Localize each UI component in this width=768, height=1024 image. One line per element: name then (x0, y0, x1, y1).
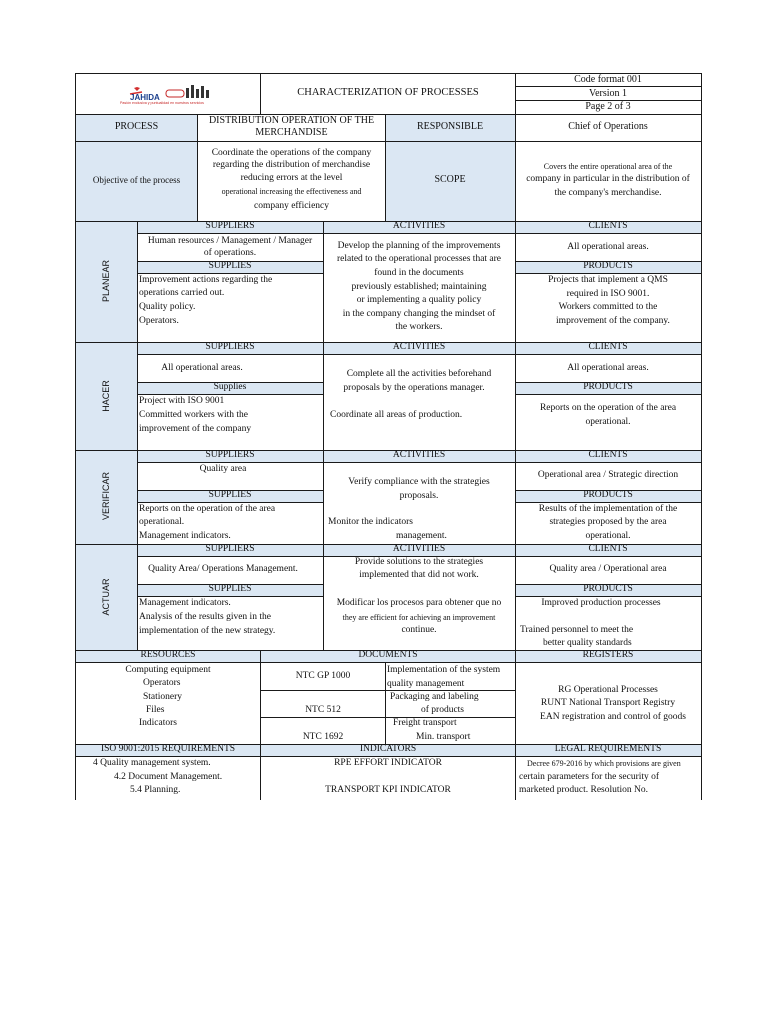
actuar-products-3: better quality standards (543, 638, 632, 648)
actuar-activities-2: implemented that did not work. (359, 570, 479, 580)
document-title: CHARACTERIZATION OF PROCESSES (297, 87, 479, 98)
actuar-activities-5: continue. (401, 625, 437, 635)
indicators-header: INDICATORS (359, 744, 417, 754)
verificar-activities-3: Monitor the indicators (328, 517, 413, 527)
hacer-products-1: Reports on the operation of the area (539, 403, 677, 413)
register-item: EAN registration and control of goods (540, 712, 686, 722)
objective-line-1: Coordinate the operations of the company (211, 148, 372, 158)
suppliers-header: SUPPLIERS (205, 342, 255, 352)
scope-line-1: Covers the entire operational area of the (543, 162, 673, 171)
responsible-value: Chief of Operations (568, 121, 648, 132)
activities-header: ACTIVITIES (392, 544, 446, 554)
actuar-suppliers: Quality Area/ Operations Management. (148, 564, 298, 574)
document-code: NTC 1692 (302, 732, 344, 742)
documents-header: DOCUMENTS (358, 650, 418, 660)
supplies-header-alt: Supplies (213, 382, 247, 392)
resource-item: Operators (143, 678, 181, 688)
hacer-activities-1: Complete all the activities beforehand (346, 369, 492, 379)
iso-item: 4.2 Document Management. (114, 772, 223, 782)
resource-item: Indicators (139, 718, 177, 728)
planear-products-4: improvement of the company. (556, 316, 670, 326)
verificar-products-2: strategies proposed by the area (549, 517, 667, 527)
hacer-clients: All operational areas. (567, 363, 649, 373)
planear-supplies-3: Quality policy. (139, 302, 196, 312)
hacer-activities-2: proposals by the operations manager. (343, 383, 485, 393)
suppliers-header: SUPPLIERS (205, 450, 255, 460)
planear-products-3: Workers committed to the (558, 302, 658, 312)
actuar-activities-3: Modificar los procesos para obtener que no (336, 598, 502, 608)
verificar-activities-2: proposals. (399, 491, 439, 501)
logo-tagline: Pasión exclusiva y puntualidad en nuestros servicios (120, 101, 204, 105)
products-header: PRODUCTS (583, 261, 633, 271)
activities-header: ACTIVITIES (392, 342, 446, 352)
phase-label-actuar: ACTUAR (101, 578, 111, 616)
suppliers-header: SUPPLIERS (205, 544, 255, 554)
legal-header: LEGAL REQUIREMENTS (554, 744, 662, 754)
resource-item: Stationery (143, 692, 183, 702)
page-number: Page 2 of 3 (585, 101, 631, 112)
activities-header: ACTIVITIES (392, 221, 446, 231)
objective-line-5: company efficiency (254, 201, 329, 211)
actuar-activities-4: they are efficient for achieving an improvement (342, 613, 496, 622)
document-desc: Min. transport (416, 732, 471, 742)
hacer-activities-3: Coordinate all areas of production. (330, 410, 463, 420)
actuar-supplies-1: Management indicators. (139, 598, 231, 608)
objective-line-2: regarding the distribution of merchandise (212, 160, 371, 170)
verificar-activities-4: management. (396, 531, 447, 541)
process-label-text: PROCESS (114, 121, 159, 132)
supplies-header: SUPPLIES (208, 490, 252, 500)
phase-label-hacer: HACER (101, 380, 111, 412)
supplies-header: SUPPLIES (208, 584, 252, 594)
hacer-suppliers: All operational areas. (161, 363, 243, 373)
planear-supplies-1: Improvement actions regarding the (139, 275, 273, 285)
clients-header: CLIENTS (588, 450, 628, 460)
planear-activities-3: found in the documents (374, 268, 464, 278)
iso-header: ISO 9001:2015 REQUIREMENTS (100, 744, 236, 754)
verificar-supplies-3: Management indicators. (139, 531, 231, 541)
resource-item: Computing equipment (125, 665, 211, 675)
clients-header: CLIENTS (588, 221, 628, 231)
register-item: RG Operational Processes (558, 685, 658, 695)
suppliers-header: SUPPLIERS (205, 221, 255, 231)
legal-item: certain parameters for the security of (519, 772, 660, 782)
objective-label: Objective of the process (92, 175, 181, 185)
document-desc: Implementation of the system (387, 665, 501, 675)
hacer-supplies-3: improvement of the company (139, 424, 252, 434)
legal-item: Decree 679-2016 by which provisions are given (527, 759, 681, 768)
resources-header: RESOURCES (140, 650, 196, 660)
phase-label-planear: PLANEAR (101, 259, 111, 303)
hacer-products-2: operational. (585, 417, 631, 427)
planear-activities-1: Develop the planning of the improvements (337, 241, 501, 251)
scope-label: SCOPE (434, 174, 466, 185)
phase-label-verificar: VERIFICAR (101, 472, 111, 521)
document-desc: Freight transport (393, 718, 457, 728)
objective-line-3: reducing errors at the level (240, 173, 343, 183)
document-desc: quality management (387, 679, 465, 689)
verificar-products-1: Results of the implementation of the (538, 504, 678, 514)
document-code: NTC 512 (305, 705, 341, 715)
logo-text: JAHIDA (130, 93, 160, 102)
indicator-item: TRANSPORT KPI INDICATOR (325, 785, 451, 795)
verificar-suppliers: Quality area (199, 464, 247, 474)
verificar-clients: Operational area / Strategic direction (537, 470, 679, 480)
actuar-supplies-2: Analysis of the results given in the (139, 612, 271, 622)
clients-header: CLIENTS (588, 342, 628, 352)
activities-header: ACTIVITIES (392, 450, 446, 460)
version: Version 1 (588, 88, 628, 99)
code-format: Code format 001 (574, 74, 642, 85)
hacer-supplies-2: Committed workers with the (139, 410, 248, 420)
responsible-label: RESPONSIBLE (416, 121, 484, 132)
scope-line-3: the company's merchandise. (554, 188, 662, 198)
actuar-products-1: Improved production processes (541, 598, 661, 608)
planear-clients: All operational areas. (567, 242, 649, 252)
actuar-products-2: Trained personnel to meet the (520, 625, 634, 635)
scope-line-2: company in particular in the distribution of (526, 174, 690, 184)
planear-supplies-4: Operators. (139, 316, 179, 326)
planear-products-1: Projects that implement a QMS (548, 275, 668, 285)
legal-item: marketed product. Resolution No. (519, 785, 649, 795)
verificar-supplies-2: operational. (139, 517, 185, 527)
document-code: NTC GP 1000 (295, 671, 351, 681)
iso-item: 4 Quality management system. (93, 758, 211, 768)
registers-header: REGISTERS (582, 650, 634, 660)
planear-activities-4: previously established; maintaining (351, 282, 487, 292)
planear-suppliers-1: Human resources / Management / Manager (147, 236, 313, 246)
iso-item: 5.4 Planning. (130, 785, 181, 795)
planear-products-2: required in ISO 9001. (566, 289, 650, 299)
register-item: RUNT National Transport Registry (540, 698, 676, 708)
process-value-1: DISTRIBUTION OPERATION OF THE (208, 115, 375, 126)
products-header: PRODUCTS (583, 490, 633, 500)
document-desc: Packaging and labeling (390, 692, 479, 702)
clients-header: CLIENTS (588, 544, 628, 554)
document-desc: of products (421, 705, 465, 715)
supplies-header: SUPPLIES (208, 261, 252, 271)
planear-activities-5: or implementing a quality policy (356, 295, 482, 305)
process-label (76, 120, 197, 133)
planear-supplies-2: operations carried out. (139, 288, 225, 298)
planear-suppliers-2: of operations. (203, 248, 257, 258)
verificar-activities-1: Verify compliance with the strategies (348, 477, 490, 487)
actuar-clients: Quality area / Operational area (549, 564, 667, 574)
process-value-2: MERCHANDISE (255, 127, 328, 138)
actuar-activities-1: Provide solutions to the strategies (354, 557, 484, 567)
products-header: PRODUCTS (583, 382, 633, 392)
objective-line-4: operational increasing the effectiveness and (221, 187, 362, 196)
planear-activities-6: in the company changing the mindset of (342, 309, 496, 319)
verificar-products-3: operational. (585, 531, 631, 541)
resource-item: Files (146, 705, 165, 715)
indicator-item: RPE EFFORT INDICATOR (334, 758, 442, 768)
actuar-supplies-3: implementation of the new strategy. (139, 626, 276, 636)
planear-activities-2: related to the operational processes that are (336, 254, 502, 264)
products-header: PRODUCTS (583, 584, 633, 594)
hacer-supplies-1: Project with ISO 9001 (139, 396, 225, 406)
verificar-supplies-1: Reports on the operation of the area (139, 504, 276, 514)
planear-activities-7: the workers. (395, 322, 443, 332)
